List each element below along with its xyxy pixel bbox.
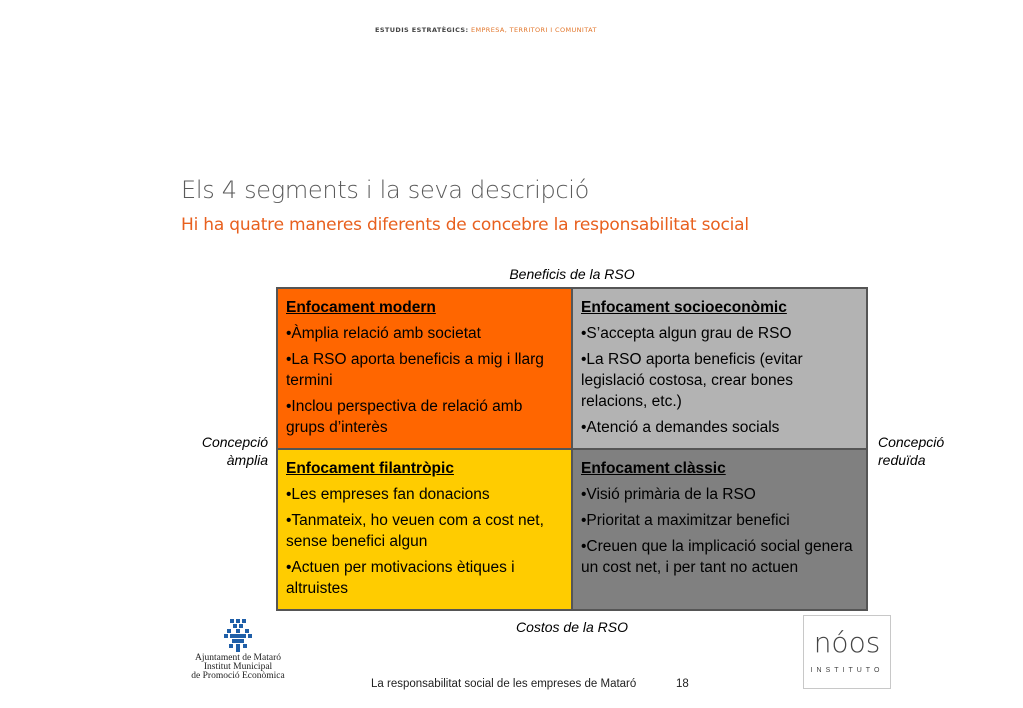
quadrant-socioeconomic <box>573 289 866 448</box>
slide-subtitle: Hi ha quatre maneres diferents de concebre la responsabilitat social <box>181 215 749 235</box>
noos-subtext: INSTITUTO <box>810 667 884 674</box>
logo-left-line3: de Promoció Econòmica <box>191 671 285 681</box>
quadrant-bullet: •Visió primària de la RSO <box>581 486 756 503</box>
axis-left-line1: Concepció <box>201 434 268 450</box>
quadrant-bullet: •Creuen que la implicació social genera un cost net, i per tant no actuen <box>581 538 853 576</box>
quadrant-bullet: •La RSO aporta beneficis (evitar legislació costosa, crear bones relacions, etc.) <box>581 351 803 410</box>
quadrant-bullet: •Inclou perspectiva de relació amb grups d’interès <box>286 398 523 436</box>
ajuntament-logo <box>186 618 290 681</box>
header-part2: EMPRESA, TERRITORI I COMUNITAT <box>468 26 597 34</box>
segments-matrix <box>276 287 868 611</box>
quadrant-heading: Enfocament clàssic <box>581 460 726 477</box>
axis-bottom-label: Costos de la RSO <box>515 619 629 635</box>
footer-text: La responsabilitat social de les empreses de Mataró <box>371 678 637 690</box>
axis-right-line1: Concepció <box>878 434 945 450</box>
quadrant-bullet: •Prioritat a maximitzar benefici <box>581 512 790 529</box>
quadrant-bullet: •Àmplia relació amb societat <box>286 325 481 342</box>
quadrant-bullet: •Atenció a demandes socials <box>581 419 780 436</box>
quadrant-bullet: •Tanmateix, ho veuen com a cost net, sense benefici algun <box>286 512 544 550</box>
axis-left-label <box>178 433 268 469</box>
axis-right-line2: reduïda <box>878 452 926 468</box>
axis-top-label: Beneficis de la RSO <box>509 266 635 282</box>
noos-logo <box>803 615 891 689</box>
logo-left-line1: Ajuntament de Mataró <box>194 653 281 663</box>
quadrant-bullet: •Actuen per motivacions ètiques i altruistes <box>286 559 515 597</box>
axis-right-label <box>878 433 968 469</box>
noos-wordmark: nóos <box>813 626 881 659</box>
page-number: 18 <box>676 678 689 690</box>
mataro-crest-icon <box>214 618 262 654</box>
quadrant-heading: Enfocament modern <box>286 299 436 316</box>
quadrant-bullet: •Les empreses fan donacions <box>286 486 490 503</box>
header-strip <box>375 26 597 34</box>
quadrant-modern <box>278 289 571 448</box>
quadrant-classic <box>573 450 866 609</box>
quadrant-heading: Enfocament filantròpic <box>286 460 454 477</box>
axis-left-line2: àmplia <box>226 452 268 468</box>
logo-left-line2: Institut Municipal <box>203 662 273 672</box>
slide-title: Els 4 segments i la seva descripció <box>181 176 590 204</box>
quadrant-bullet: •S’accepta algun grau de RSO <box>581 325 792 342</box>
header-part1: ESTUDIS ESTRATÈGICS: <box>375 26 469 34</box>
quadrant-heading: Enfocament socioeconòmic <box>581 299 787 316</box>
quadrant-philanthropic <box>278 450 571 609</box>
quadrant-bullet: •La RSO aporta beneficis a mig i llarg termini <box>286 351 544 389</box>
